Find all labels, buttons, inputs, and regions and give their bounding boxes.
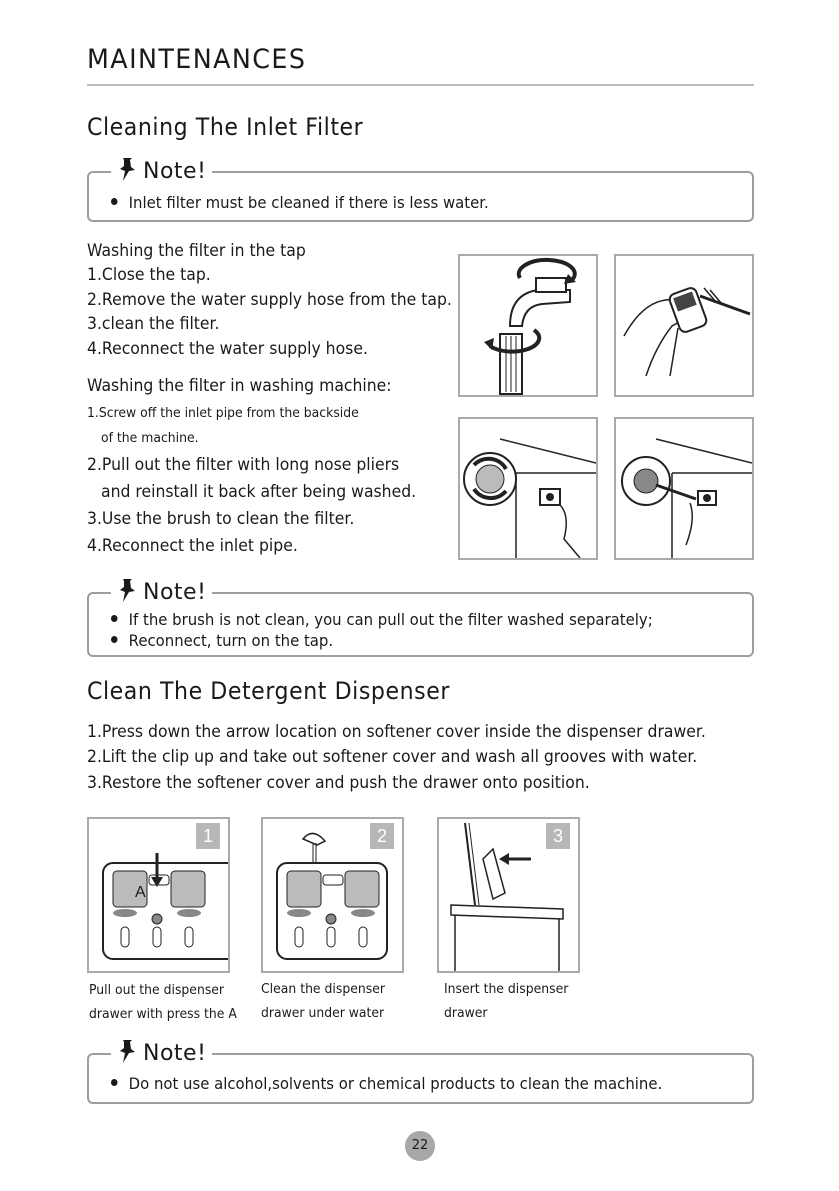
note-line: If the brush is not clean, you can pull out the filter washed separately; [111, 610, 653, 630]
inlet-pipe-illustration [458, 417, 598, 560]
note-box-brush [87, 579, 754, 657]
inlet-filter-title: Cleaning The Inlet Filter [87, 113, 364, 141]
machine-step: 1.Screw off the inlet pipe from the backside [87, 405, 359, 421]
step-number: 2 [370, 823, 394, 849]
page-title: MAINTENANCES [87, 44, 307, 75]
pushpin-icon [117, 156, 139, 186]
panel-caption: Pull out the dispenser [89, 982, 225, 998]
dispenser-panel-1 [87, 817, 230, 973]
note-label: Note! [143, 158, 207, 184]
note-header [111, 577, 212, 607]
step-number: 3 [546, 823, 570, 849]
title-divider [87, 84, 754, 86]
panel-caption: drawer under water [261, 1005, 385, 1021]
dispenser-step: 1.Press down the arrow location on softener cover inside the dispenser drawer. [87, 722, 706, 742]
page-number: 22 [405, 1131, 435, 1161]
note-line: Inlet filter must be cleaned if there is less water. [111, 193, 489, 213]
panel-caption: Clean the dispenser [261, 981, 385, 997]
machine-step: 4.Reconnect the inlet pipe. [87, 536, 298, 556]
pushpin-icon [117, 1038, 139, 1068]
dispenser-title: Clean The Detergent Dispenser [87, 677, 450, 705]
tap-step: 1.Close the tap. [87, 265, 211, 285]
tap-step: 4.Reconnect the water supply hose. [87, 339, 368, 359]
brush-filter-illustration [614, 254, 754, 397]
note-header [111, 1038, 212, 1068]
dispenser-panel-3 [437, 817, 580, 973]
dispenser-step: 2.Lift the clip up and take out softener cover and wash all grooves with water. [87, 747, 698, 767]
note-header [111, 156, 212, 186]
panel-caption: drawer [444, 1005, 488, 1021]
note-line: Do not use alcohol,solvents or chemical products to clean the machine. [111, 1074, 662, 1094]
panel-caption: Insert the dispenser [444, 981, 569, 997]
pliers-filter-illustration [614, 417, 754, 560]
tap-filter-illustration [458, 254, 598, 397]
tap-step: 3.clean the filter. [87, 314, 220, 334]
tap-step: 2.Remove the water supply hose from the tap. [87, 290, 452, 310]
machine-step: 3.Use the brush to clean the filter. [87, 509, 355, 529]
tap-heading: Washing the filter in the tap [87, 241, 306, 261]
marker-a: A [135, 884, 146, 901]
machine-heading: Washing the filter in washing machine: [87, 376, 392, 396]
note-label: Note! [143, 1040, 207, 1066]
pushpin-icon [117, 577, 139, 607]
panel-caption: drawer with press the A [89, 1006, 237, 1022]
dispenser-panel-2 [261, 817, 404, 973]
machine-step: 2.Pull out the filter with long nose pliers [87, 455, 400, 475]
note-label: Note! [143, 579, 207, 605]
dispenser-step: 3.Restore the softener cover and push the drawer onto position. [87, 773, 590, 793]
step-number: 1 [196, 823, 220, 849]
note-line: Reconnect, turn on the tap. [111, 631, 333, 651]
machine-step: of the machine. [101, 430, 199, 446]
note-box-chemicals [87, 1040, 754, 1104]
note-box-inlet [87, 158, 754, 222]
machine-step: and reinstall it back after being washed. [101, 482, 417, 502]
